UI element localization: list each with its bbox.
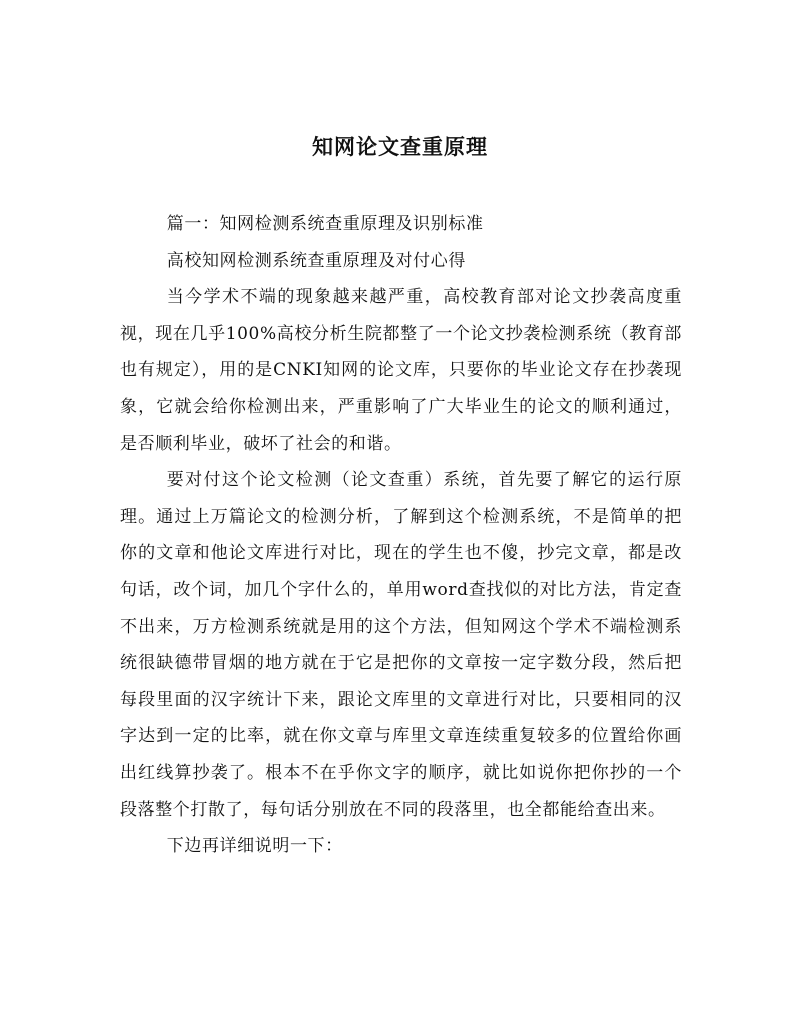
document-body — [120, 206, 682, 865]
paragraph-followup: 下边再详细说明一下： — [166, 836, 343, 857]
document-title: 知网论文查重原理 — [312, 134, 488, 159]
paragraph-principle: 要对付这个论文检测（论文查重）系统，首先要了解它的运行原理。通过上万篇论文的检测分析，了解到这个检测系统，不是简单的把你的文章和他论文库进行对比，现在的学生也不傻，抄完文章，都是改句话，改个词，加几个字什么的，单用word查找似的对比方法，肯定查不出来，万方检测系统就是用的这个方法，但知网这个学术不端检测系统很缺德带冒烟的地方就在于它是把你的文章按一定字数分段，然后把每段里面的汉字统计下来，跟论文库里的文章进行对比，只要相同的汉字达到一定的比率，就在你文章与库里文章连续重复较多的位置给你画出红线算抄袭了。根本不在乎你文字的顺序，就比如说你把你抄的一个段落整个打散了，每句话分别放在不同的段落里，也全都能给查出来。 — [120, 470, 682, 820]
paragraph-intro: 当今学术不端的现象越来越严重，高校教育部对论文抄袭高度重视，现在几乎100%高校分析生院都整了一个论文抄袭检测系统（教育部也有规定），用的是CNKI知网的论文库，只要你的毕业论文存在抄袭现象，它就会给你检测出来，严重影响了广大毕业生的论文的顺利通过，是否顺利毕业，破坏了社会的和谐。 — [120, 287, 682, 454]
paragraph-heading-1: 篇一：知网检测系统查重原理及识别标准 — [166, 214, 484, 234]
paragraph-heading-2: 高校知网检测系统查重原理及对付心得 — [166, 250, 466, 271]
